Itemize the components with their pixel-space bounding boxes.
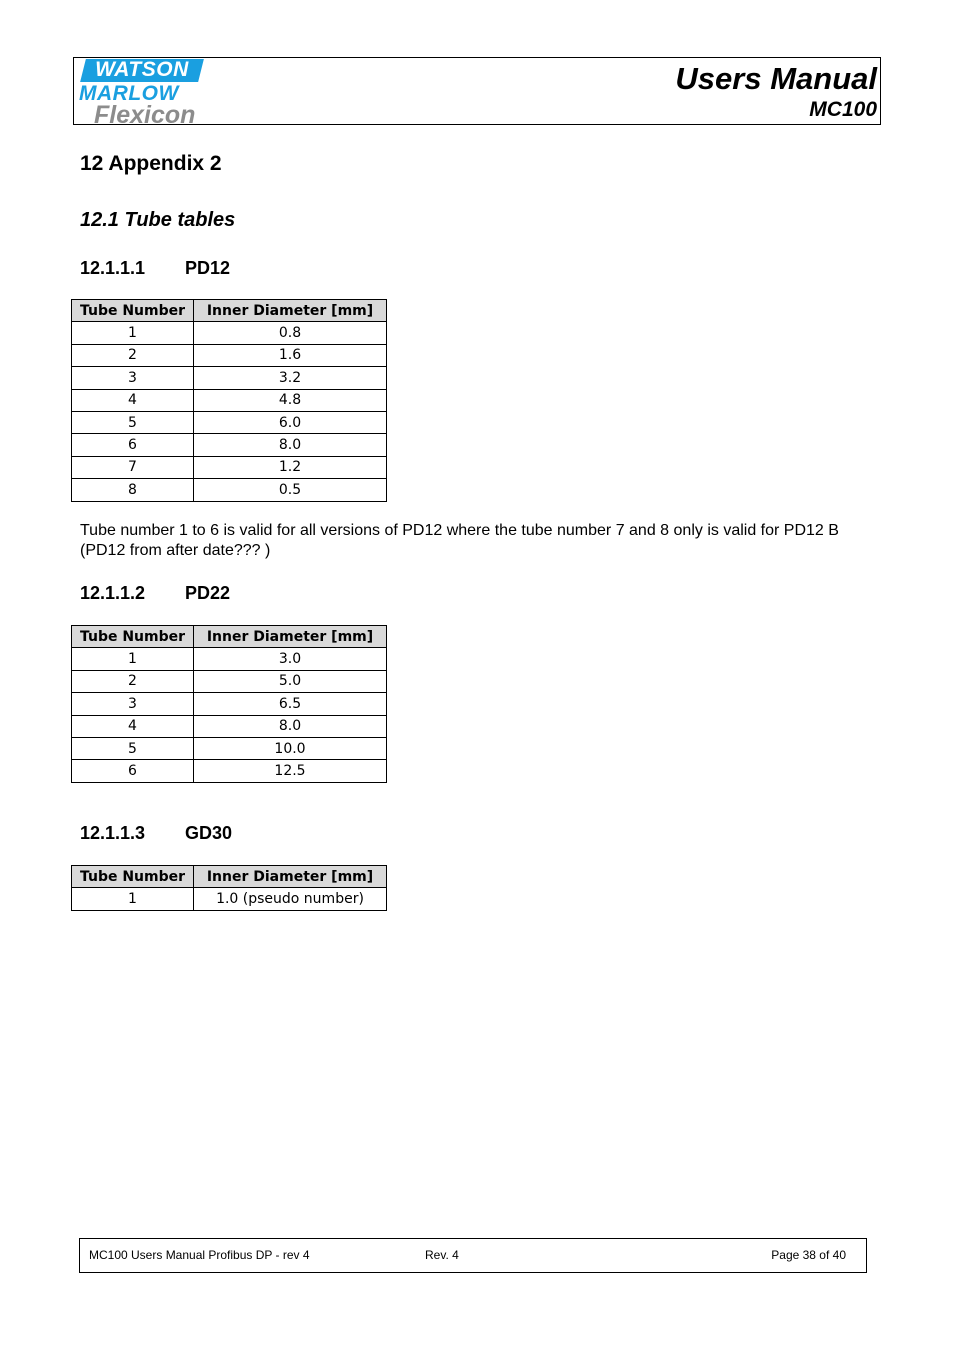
table-row [72, 411, 387, 433]
column-header: Tube Number [72, 300, 194, 322]
subsection-number: 12.1.1.1 [80, 258, 146, 278]
table-row [72, 888, 387, 910]
tube-number-cell: 3 [72, 367, 194, 389]
tube-number-cell: 5 [72, 737, 194, 759]
document-title: Users Manual [675, 61, 877, 96]
table-row [72, 434, 387, 456]
table-row [72, 715, 387, 737]
subsection-heading-gd30 [80, 822, 232, 844]
tube-number-cell: 6 [72, 434, 194, 456]
table-row [72, 344, 387, 366]
inner-diameter-cell: 3.0 [194, 648, 387, 670]
gd30-tube-table [71, 865, 387, 911]
tube-number-cell: 6 [72, 760, 194, 782]
tube-number-cell: 5 [72, 411, 194, 433]
logo-text-marlow: MARLOW [79, 82, 179, 105]
subsection-title: GD30 [185, 823, 233, 843]
logo-text-flexicon: Flexicon [94, 101, 196, 129]
subsection-title: PD22 [185, 583, 231, 603]
section-heading: 12.1 Tube tables [80, 209, 236, 231]
subsection-number: 12.1.1.3 [80, 823, 146, 843]
table-header-row [72, 866, 387, 888]
table-row [72, 367, 387, 389]
table-row [72, 760, 387, 782]
inner-diameter-cell: 4.8 [194, 389, 387, 411]
tube-number-cell: 2 [72, 670, 194, 692]
footer-document-name: MC100 Users Manual Profibus DP - rev 4 [89, 1248, 310, 1262]
footer-page-number: Page 38 of 40 [771, 1248, 846, 1262]
inner-diameter-cell: 0.8 [194, 322, 387, 344]
chapter-heading: 12 Appendix 2 [80, 152, 222, 175]
tube-number-cell: 7 [72, 456, 194, 478]
inner-diameter-cell: 1.2 [194, 456, 387, 478]
document-subtitle: MC100 [809, 98, 877, 121]
pd22-tube-table [71, 625, 387, 783]
inner-diameter-cell: 6.0 [194, 411, 387, 433]
table-row [72, 737, 387, 759]
table-row [72, 670, 387, 692]
inner-diameter-cell: 6.5 [194, 693, 387, 715]
inner-diameter-cell: 10.0 [194, 737, 387, 759]
subsection-heading-pd22 [80, 582, 230, 604]
pd12-note-paragraph: Tube number 1 to 6 is valid for all versions of PD12 where the tube number 7 and 8 only is valid for PD12 B (PD12 from after date??? ) [80, 522, 839, 559]
table-row [72, 693, 387, 715]
table-row [72, 648, 387, 670]
table-header-row [72, 300, 387, 322]
inner-diameter-cell: 12.5 [194, 760, 387, 782]
tube-number-cell: 4 [72, 715, 194, 737]
pd12-tube-table [71, 299, 387, 502]
tube-number-cell: 1 [72, 888, 194, 910]
column-header: Tube Number [72, 866, 194, 888]
inner-diameter-cell: 5.0 [194, 670, 387, 692]
column-header: Tube Number [72, 626, 194, 648]
page-footer [79, 1238, 867, 1273]
inner-diameter-cell: 8.0 [194, 715, 387, 737]
tube-number-cell: 2 [72, 344, 194, 366]
table-row [72, 389, 387, 411]
tube-number-cell: 8 [72, 479, 194, 501]
footer-revision: Rev. 4 [425, 1248, 459, 1262]
inner-diameter-cell: 1.6 [194, 344, 387, 366]
page-header [73, 57, 881, 129]
table-row [72, 479, 387, 501]
column-header: Inner Diameter [mm] [194, 300, 387, 322]
inner-diameter-cell: 8.0 [194, 434, 387, 456]
tube-number-cell: 3 [72, 693, 194, 715]
watson-marlow-flexicon-logo [77, 58, 205, 129]
tube-number-cell: 1 [72, 322, 194, 344]
table-row [72, 322, 387, 344]
inner-diameter-cell: 1.0 (pseudo number) [194, 888, 387, 910]
logo-text-watson: WATSON [95, 58, 189, 81]
inner-diameter-cell: 3.2 [194, 367, 387, 389]
column-header: Inner Diameter [mm] [194, 866, 387, 888]
table-row [72, 456, 387, 478]
table-header-row [72, 626, 387, 648]
inner-diameter-cell: 0.5 [194, 479, 387, 501]
column-header: Inner Diameter [mm] [194, 626, 387, 648]
subsection-heading-pd12 [80, 257, 230, 279]
tube-number-cell: 1 [72, 648, 194, 670]
subsection-number: 12.1.1.2 [80, 583, 146, 603]
subsection-title: PD12 [185, 258, 231, 278]
tube-number-cell: 4 [72, 389, 194, 411]
